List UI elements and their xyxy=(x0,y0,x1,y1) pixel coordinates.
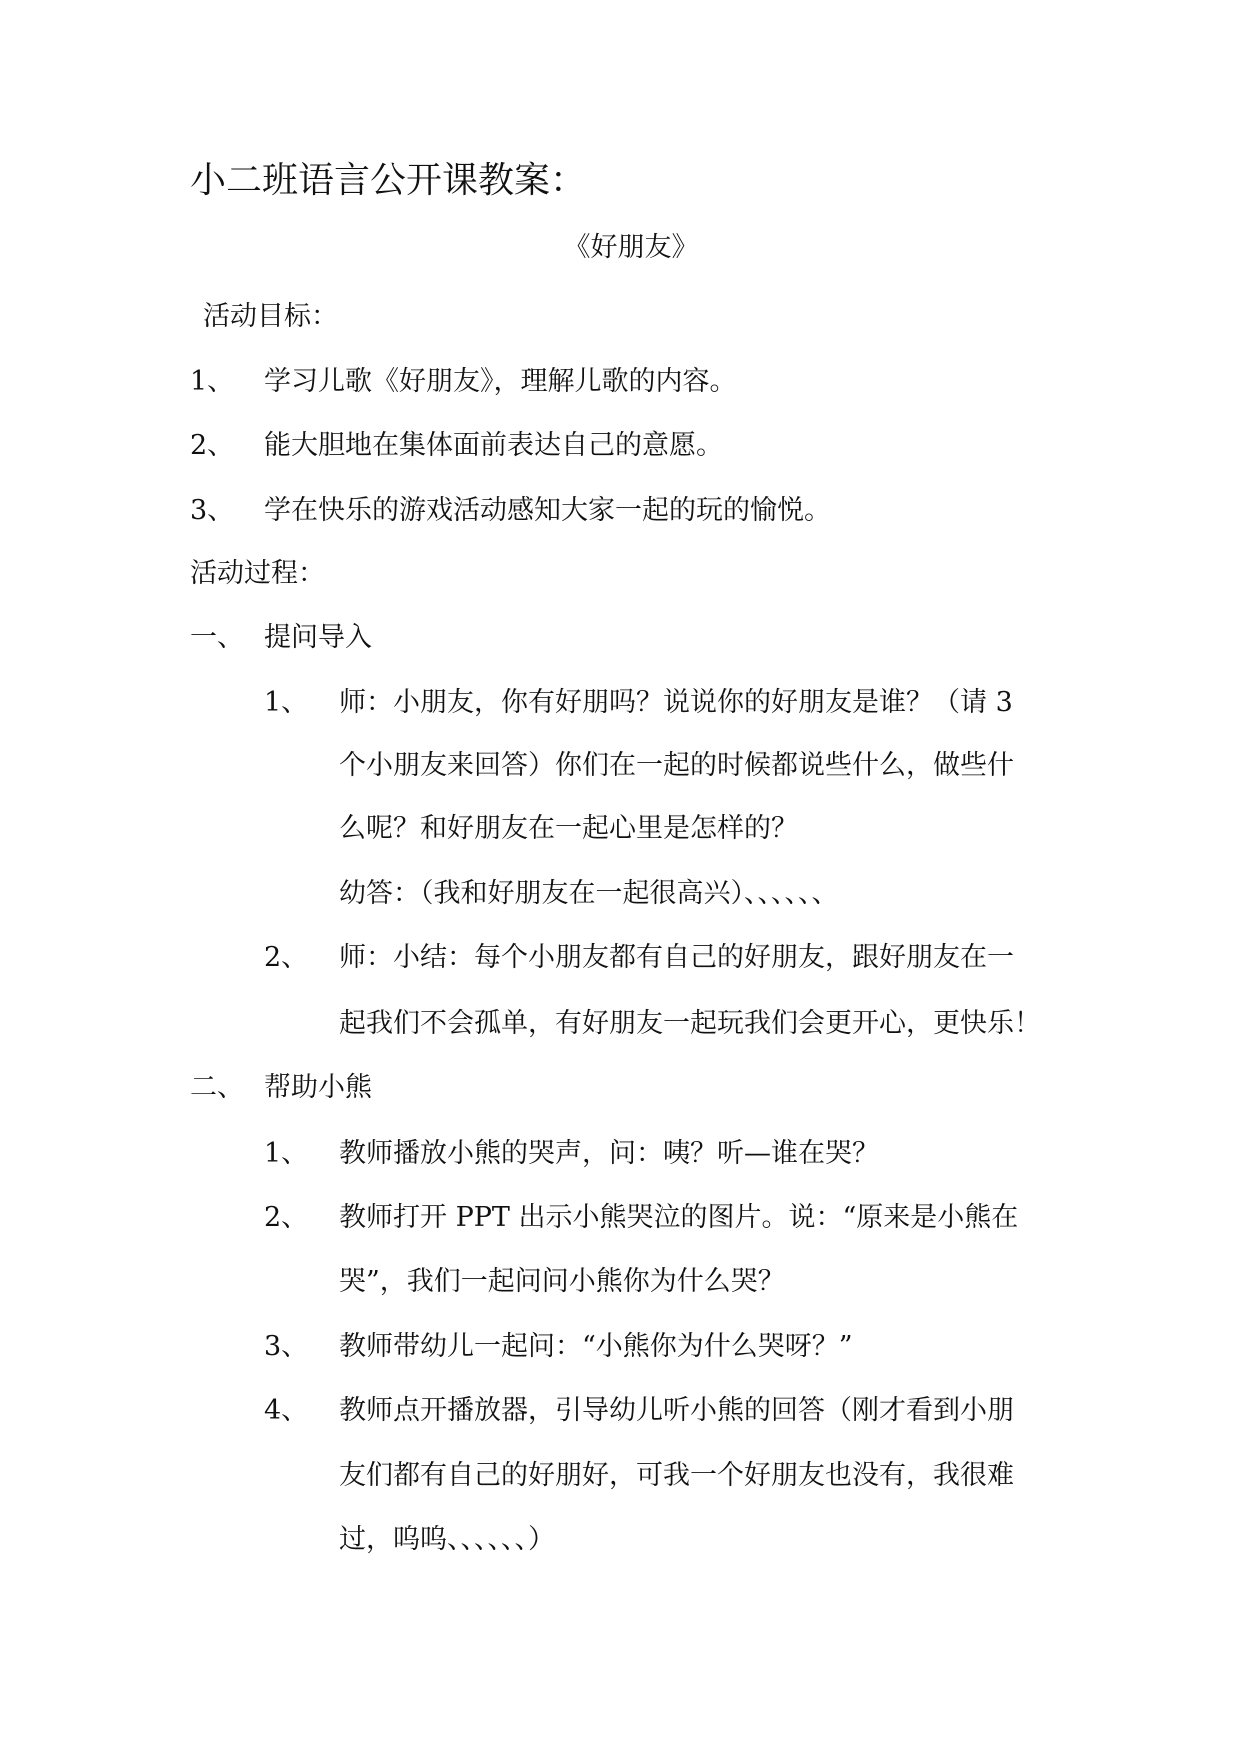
item-line: 哭”，我们一起问问小熊你为什么哭？ xyxy=(339,1266,785,1297)
goal-text: 能大胆地在集体面前表达自己的意愿。 xyxy=(264,430,723,461)
item-line: 么呢？和好朋友在一起心里是怎样的？ xyxy=(339,813,798,844)
goal-number: 3、 xyxy=(190,495,235,526)
item-number: 1、 xyxy=(264,1138,309,1169)
goal-text: 学在快乐的游戏活动感知大家一起的玩的愉悦。 xyxy=(264,495,831,526)
section-number: 二、 xyxy=(190,1072,244,1103)
goal-number: 1、 xyxy=(190,366,235,397)
item-line: 个小朋友来回答）你们在一起的时候都说些什么，做些什 xyxy=(339,750,1014,781)
item-number: 1、 xyxy=(264,687,309,718)
item-line: 师：小朋友，你有好朋吗？说说你的好朋友是谁？（请 3 xyxy=(339,687,1013,718)
item-line: 幼答：（我和好朋友在一起很高兴）、、、、、、 xyxy=(339,878,839,909)
goals-heading: 活动目标： xyxy=(203,301,338,332)
item-line: 友们都有自己的好朋好，可我一个好朋友也没有，我很难 xyxy=(339,1460,1014,1491)
goal-text: 学习儿歌《好朋友》，理解儿歌的内容。 xyxy=(264,366,737,397)
item-line: 教师打开 PPT 出示小熊哭泣的图片。说：“原来是小熊在 xyxy=(339,1202,1019,1233)
section-title: 提问导入 xyxy=(264,622,372,653)
item-number: 3、 xyxy=(264,1331,309,1362)
item-number: 2、 xyxy=(264,942,309,973)
goal-number: 2、 xyxy=(190,430,235,461)
item-line: 教师点开播放器，引导幼儿听小熊的回答（刚才看到小朋 xyxy=(339,1395,1014,1426)
page-title: 小二班语言公开课教案： xyxy=(190,160,587,201)
document-subtitle: 《好朋友》 xyxy=(563,232,699,263)
item-line: 教师带幼儿一起问：“小熊你为什么哭呀？” xyxy=(339,1331,853,1362)
section-number: 一、 xyxy=(190,622,244,653)
item-number: 2、 xyxy=(264,1202,309,1233)
item-line: 起我们不会孤单，有好朋友一起玩我们会更开心，更快乐！ xyxy=(339,1008,1041,1039)
item-line: 过，呜呜、、、、、、） xyxy=(339,1524,555,1555)
item-line: 师：小结：每个小朋友都有自己的好朋友，跟好朋友在一 xyxy=(339,942,1014,973)
item-line: 教师播放小熊的哭声，问：咦？听—谁在哭？ xyxy=(339,1138,879,1169)
item-number: 4、 xyxy=(264,1395,309,1426)
section-title: 帮助小熊 xyxy=(264,1072,372,1103)
process-heading: 活动过程： xyxy=(190,558,325,589)
